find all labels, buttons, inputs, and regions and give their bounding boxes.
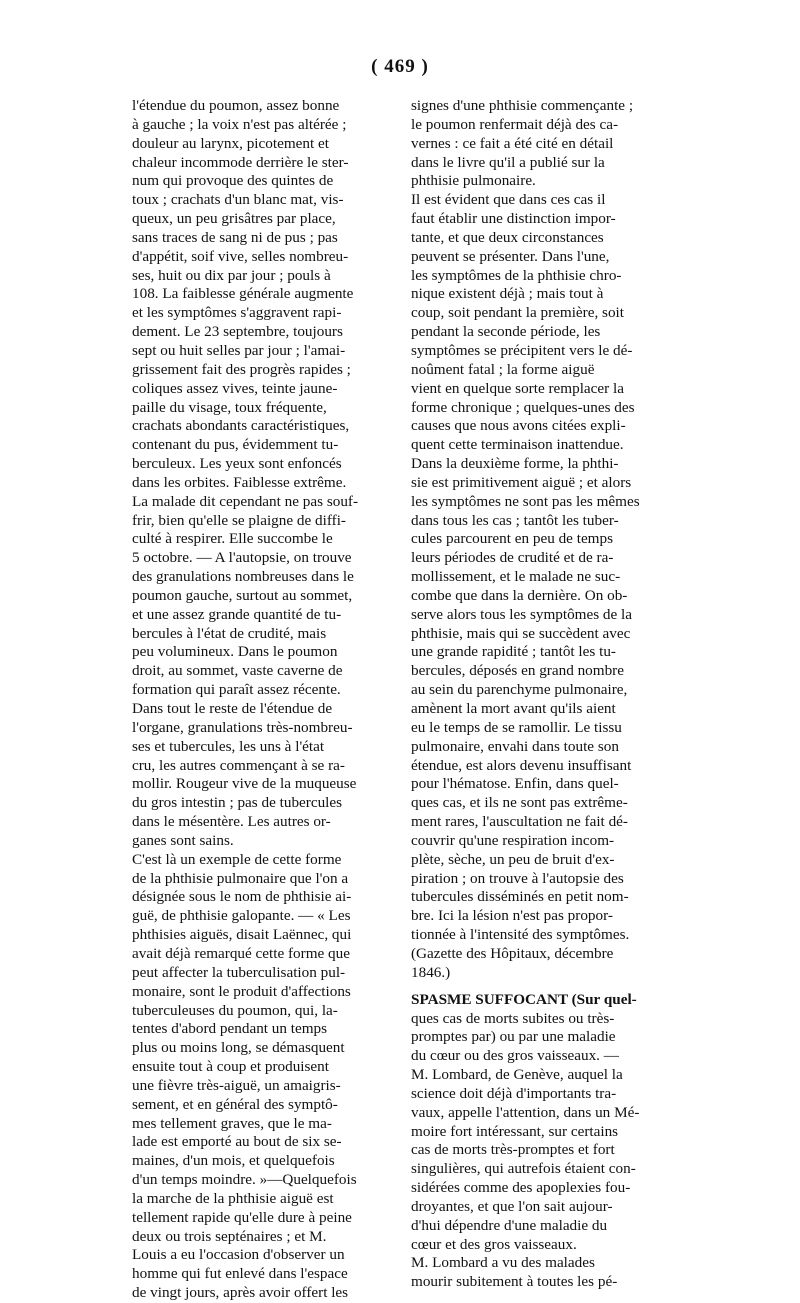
article-spasme-suffocant (411, 991, 673, 1293)
text-line: les symptômes ne sont pas les mêmes (411, 492, 640, 510)
text-line: phthisie, mais qui se succèdent avec (411, 624, 631, 642)
text-line: l'organe, granulations très-nombreu- (132, 718, 353, 736)
text-line: de vingt jours, après avoir offert les (132, 1284, 349, 1302)
text-line: contenant du pus, évidemment tu- (132, 436, 339, 454)
text-line: La malade dit cependant ne pas souf- (132, 492, 359, 510)
text-line: couvrir qu'une respiration incom- (411, 831, 615, 849)
text-line: grissement fait des progrès rapides ; (132, 360, 351, 378)
text-line: guë, de phthisie galopante. — « Les (132, 907, 351, 925)
text-line: dement. Le 23 septembre, toujours (132, 323, 343, 341)
text-line: pour l'hématose. Enfin, dans quel- (411, 775, 619, 793)
text-line: mourir subitement à toutes les pé- (411, 1273, 618, 1291)
text-line: monaire, sont le produit d'affections (132, 982, 351, 1000)
text-line: d'hui dépendre d'une maladie du (411, 1216, 608, 1234)
text-line: queux, un peu grisâtres par place, (132, 210, 336, 228)
text-line: peuvent se présenter. Dans l'une, (411, 247, 610, 265)
left-column (132, 97, 390, 1303)
text-line: culté à respirer. Elle succombe le (132, 530, 333, 548)
text-line: tentes d'abord pendant un temps (132, 1020, 328, 1038)
section-gap (411, 983, 673, 991)
text-line: Dans la deuxième forme, la phthi- (411, 455, 619, 473)
text-line: désignée sous le nom de phthisie ai- (132, 888, 352, 906)
text-line: Il est évident que dans ces cas il (411, 191, 606, 209)
text-line: sie est primitivement aiguë ; et alors (411, 473, 632, 491)
text-line: cœur et des gros vaisseaux. (411, 1235, 577, 1253)
text-line: num qui provoque des quintes de (132, 172, 334, 190)
text-line: vernes : ce fait a été cité en détail (411, 134, 614, 152)
text-line: ganes sont sains. (132, 831, 234, 849)
text-line: au sein du parenchyme pulmonaire, (411, 681, 628, 699)
text-line: lade est emporté au bout de six se- (132, 1133, 342, 1151)
text-line: singulières, qui autrefois étaient con- (411, 1160, 636, 1178)
text-line: deux ou trois septénaires ; et M. (132, 1227, 327, 1245)
text-line: du cœur ou des gros vaisseaux. — (411, 1047, 619, 1065)
text-line: étendue, est alors devenu insuffisant (411, 756, 632, 774)
text-line: avait déjà remarqué cette forme que (132, 944, 350, 962)
text-line: tubercules disséminés en petit nom- (411, 888, 629, 906)
text-line: science doit déjà d'importants tra- (411, 1084, 617, 1102)
text-line: 5 octobre. — A l'autopsie, on trouve (132, 549, 352, 567)
text-line: plus ou moins long, se démasquent (132, 1039, 345, 1057)
text-line: berculeux. Les yeux sont enfoncés (132, 455, 342, 473)
text-line: bre. Ici la lésion n'est pas propor- (411, 907, 613, 925)
text-line: dans les orbites. Faiblesse extrême. (132, 473, 347, 491)
text-line: ques cas de morts subites ou très- (411, 1009, 615, 1027)
text-line: serve alors tous les symptômes de la (411, 605, 633, 623)
text-line: à gauche ; la voix n'est pas altérée ; (132, 115, 347, 133)
page-number: ( 469 ) (371, 56, 429, 77)
text-line: ses et tubercules, les uns à l'état (132, 737, 325, 755)
text-line: coup, soit pendant la première, soit (411, 304, 624, 322)
text-line: ses, huit ou dix par jour ; pouls à (132, 266, 331, 284)
text-line: de la phthisie pulmonaire que l'on a (132, 869, 349, 887)
text-line: pendant la seconde période, les (411, 323, 601, 341)
text-line: d'un temps moindre. »—Quelquefois (132, 1171, 357, 1189)
text-line: l'étendue du poumon, assez bonne (132, 97, 340, 114)
text-line: faut établir une distinction impor- (411, 210, 616, 228)
text-line: forme chronique ; quelques-unes des (411, 398, 635, 416)
text-line: M. Lombard, de Genève, auquel la (411, 1066, 623, 1084)
text-line: phthisies aiguës, disait Laënnec, qui (132, 926, 352, 944)
text-line: dans le mésentère. Les autres or- (132, 813, 331, 831)
right-column (411, 97, 673, 1292)
text-line: maines, d'un mois, et quelquefois (132, 1152, 335, 1170)
text-line: sement, et en général des symptô- (132, 1095, 338, 1113)
text-line: d'appétit, soif vive, selles nombreu- (132, 247, 349, 265)
text-line: frir, bien qu'elle se plaigne de diffi- (132, 511, 346, 529)
text-line: moire fort intéressant, sur certains (411, 1122, 619, 1140)
text-line: droit, au sommet, vaste caverne de (132, 662, 343, 680)
text-line: et les symptômes s'aggravent rapi- (132, 304, 342, 322)
text-line: et une assez grande quantité de tu- (132, 605, 342, 623)
text-line: une fièvre très-aiguë, un amaigris- (132, 1076, 341, 1094)
text-line: du gros intestin ; pas de tubercules (132, 794, 343, 812)
article-heading: SPASME SUFFOCANT (Sur quel- (411, 990, 637, 1008)
text-line: toux ; crachats d'un blanc mat, vis- (132, 191, 344, 209)
text-line: des granulations nombreuses dans le (132, 568, 354, 586)
text-line: 108. La faiblesse générale augmente (132, 285, 354, 303)
text-line: une grande rapidité ; tantôt les tu- (411, 643, 616, 661)
text-line: vient en quelque sorte remplacer la (411, 379, 624, 397)
text-line: noûment fatal ; la forme aiguë (411, 360, 595, 378)
text-line: ensuite tout à coup et produisent (132, 1058, 329, 1076)
text-line: droyantes, et que l'on sait aujour- (411, 1197, 613, 1215)
text-line: cas de morts très-promptes et fort (411, 1141, 615, 1159)
text-line: ques cas, et ils ne sont pas extrême- (411, 794, 628, 812)
text-line: tellement rapide qu'elle dure à peine (132, 1208, 352, 1226)
text-line: nique existent déjà ; mais tout à (411, 285, 604, 303)
right-column-top (411, 97, 673, 983)
text-line: homme qui fut enlevé dans l'espace (132, 1265, 348, 1283)
text-line: quent cette terminaison inattendue. (411, 436, 624, 454)
text-line: amènent la mort avant qu'ils aient (411, 700, 616, 717)
text-line: signes d'une phthisie commençante ; (411, 97, 634, 114)
text-line: sidérées comme des apoplexies fou- (411, 1179, 631, 1197)
text-line: plète, sèche, un peu de bruit d'ex- (411, 850, 615, 868)
text-line: causes que nous avons citées expli- (411, 417, 626, 435)
text-line: tuberculeuses du poumon, qui, la- (132, 1001, 338, 1019)
text-line: tionnée à l'intensité des symptômes. (411, 926, 630, 944)
text-line: crachats abondants caractéristiques, (132, 417, 350, 435)
text-line: bercules, déposés en grand nombre (411, 662, 624, 680)
text-line: C'est là un exemple de cette forme (132, 850, 342, 868)
text-line: peut affecter la tuberculisation pul- (132, 963, 346, 981)
text-line: (Gazette des Hôpitaux, décembre (411, 944, 614, 962)
text-line: cules parcourent en peu de temps (411, 530, 613, 548)
text-line: douleur au larynx, picotement et (132, 134, 329, 152)
text-line: le poumon renfermait déjà des ca- (411, 115, 619, 133)
text-line: les symptômes de la phthisie chro- (411, 266, 622, 284)
text-line: sans traces de sang ni de pus ; pas (132, 228, 338, 246)
text-line: formation qui paraît assez récente. (132, 681, 341, 699)
text-line: mes tellement graves, que le ma- (132, 1114, 332, 1132)
text-line: Dans tout le reste de l'étendue de (132, 700, 333, 717)
text-line: leurs périodes de crudité et de ra- (411, 549, 614, 567)
text-line: piration ; on trouve à l'autopsie des (411, 869, 624, 887)
text-line: bercules à l'état de crudité, mais (132, 624, 327, 642)
text-line: paille du visage, toux fréquente, (132, 398, 327, 416)
text-line: cru, les autres commençant à se ra- (132, 756, 345, 774)
text-line: chaleur incommode derrière le ster- (132, 153, 349, 171)
text-line: phthisie pulmonaire. (411, 172, 536, 190)
text-line: la marche de la phthisie aiguë est (132, 1189, 334, 1207)
text-line: M. Lombard a vu des malades (411, 1254, 595, 1272)
text-line: symptômes se précipitent vers le dé- (411, 341, 633, 359)
text-line: tante, et que deux circonstances (411, 228, 604, 246)
text-line: ment rares, l'auscultation ne fait dé- (411, 813, 628, 831)
text-line: poumon gauche, surtout au sommet, (132, 586, 353, 604)
text-line: pulmonaire, envahi dans toute son (411, 737, 619, 755)
text-line: eu le temps de se ramollir. Le tissu (411, 718, 622, 736)
text-line: combe que dans la dernière. On ob- (411, 586, 628, 604)
text-line: sept ou huit selles par jour ; l'amai- (132, 341, 346, 359)
text-line: Louis a eu l'occasion d'observer un (132, 1246, 345, 1264)
text-line: mollir. Rougeur vive de la muqueuse (132, 775, 357, 793)
text-line: coliques assez vives, teinte jaune- (132, 379, 338, 397)
text-line: 1846.) (411, 963, 451, 981)
text-line: dans le livre qu'il a publié sur la (411, 153, 605, 171)
text-line: mollissement, et le malade ne suc- (411, 568, 621, 586)
text-line: dans tous les cas ; tantôt les tuber- (411, 511, 619, 529)
text-line: vaux, appelle l'attention, dans un Mé- (411, 1103, 640, 1121)
text-line: promptes par) ou par une maladie (411, 1028, 616, 1046)
text-line: peu volumineux. Dans le poumon (132, 643, 338, 661)
